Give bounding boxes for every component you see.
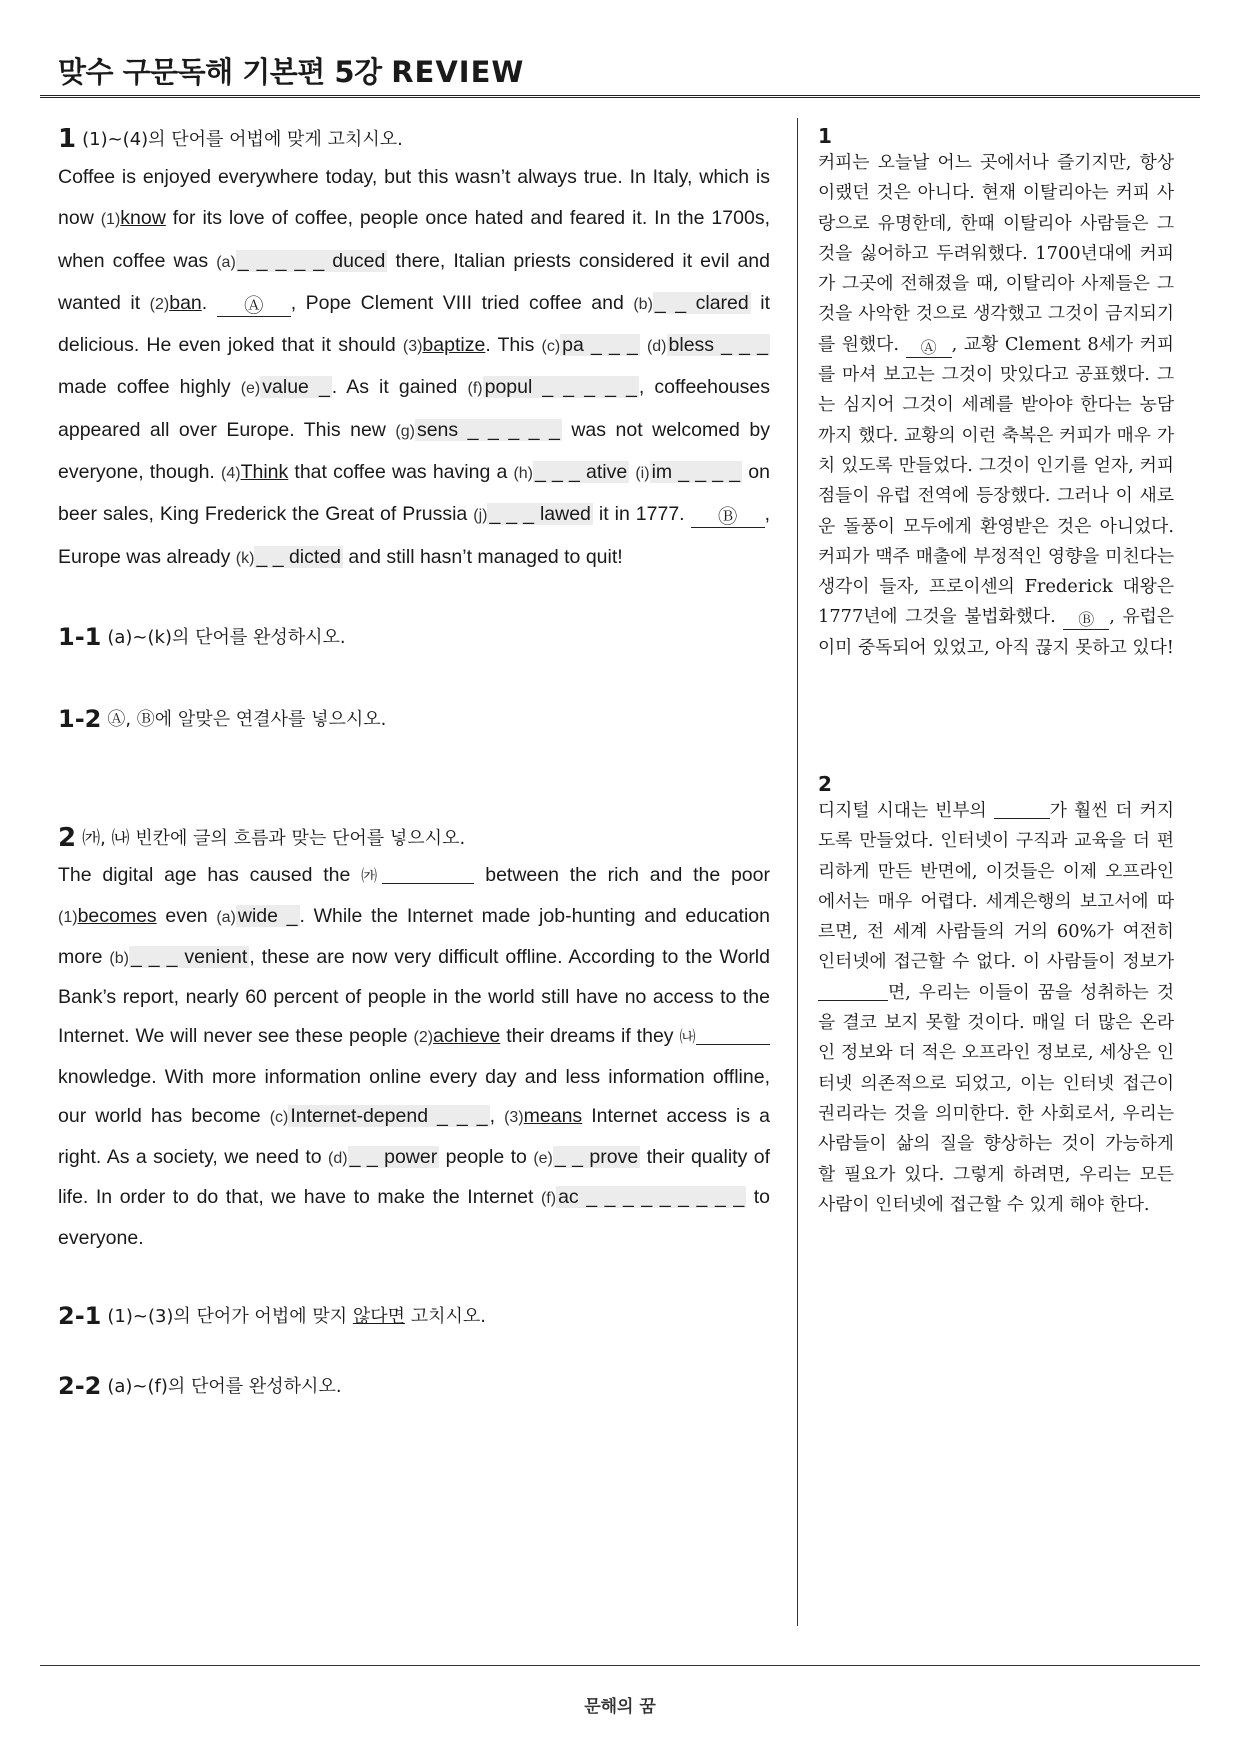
translation-2-number: 2: [818, 772, 832, 796]
target-word: becomes: [77, 904, 157, 927]
word-gap: _ _ prove: [554, 1145, 639, 1168]
q2-1-heading: [58, 1302, 770, 1330]
passage-text: it delicious. He even joked that it should: [58, 291, 770, 357]
word-gap: ac _ _ _ _ _ _ _ _ _: [558, 1186, 745, 1209]
q1-2-text: Ⓐ, Ⓑ에 알맞은 연결사를 넣으시오.: [107, 708, 387, 730]
word-gap: _ _ _ ative: [535, 461, 628, 484]
word-gap: _ _ dicted: [256, 545, 341, 568]
blank-na: [818, 982, 888, 1001]
q2-instruction: ㈎, ㈏ 빈칸에 글의 흐름과 맞는 단어를 넣으시오.: [82, 827, 466, 849]
item-marker: (3): [402, 338, 423, 356]
item-marker: (i): [635, 465, 650, 483]
passage-text: for its love of coffee, people once hated and feared it. In the 1700s, when coffee was: [58, 207, 770, 272]
q1-heading: [58, 122, 770, 157]
passage-text: The digital age has caused the: [58, 863, 362, 886]
item-marker: (j): [473, 507, 488, 525]
item-marker: (g): [395, 422, 415, 440]
word-gap: sens _ _ _ _ _: [416, 418, 560, 441]
item-marker: (f): [467, 380, 483, 398]
passage-text: to everyone.: [58, 1186, 770, 1250]
review-label: REVIEW: [391, 55, 525, 89]
item-marker: (f): [540, 1190, 557, 1208]
passage-text: [640, 334, 647, 356]
item-marker: (c): [541, 338, 561, 356]
item-marker: (h): [513, 465, 533, 483]
word-gap: _ _ power: [349, 1145, 438, 1168]
translation-text: 커피는 오늘날 어느 곳에서나 즐기지만, 항상 이랬던 것은 아니다. 현재 이탈리아는 커피 사랑으로 유명한데, 한때 이탈리아 사람들은 그것을 싫어하고 두려워했다. 1700년대에 커피가 그곳에 전해졌을 때, 이탈리아 사제들은 그것을 사악한 것으로 생각했고 그것이 금지되기를 원했다.: [818, 152, 1174, 355]
passage-text: on beer sales, King Frederick the Great of Prussia: [58, 461, 770, 526]
blank-na: [696, 1024, 770, 1045]
blank-b: Ⓑ: [1063, 611, 1109, 630]
q1-1-heading: [58, 623, 770, 651]
q2-2-number: 2-2: [58, 1371, 102, 1400]
target-word: baptize: [422, 334, 486, 357]
q2-1-text: (1)~(3)의 단어가 어법에 맞지: [107, 1305, 353, 1327]
passage-text: and still hasn’t managed to quit!: [343, 545, 623, 568]
footer-text: 문해의 꿈: [584, 1697, 656, 1717]
passage-text: their quality of life. In order to do that, we have to make the Internet: [58, 1145, 771, 1209]
passage-text: there, Italian priests considered it evil and wanted it: [58, 249, 770, 314]
column-divider: [797, 118, 798, 1626]
passage-text: , Pope Clement VIII tried coffee and: [290, 291, 634, 314]
q2-2-text: (a)~(f)의 단어를 완성하시오.: [107, 1375, 342, 1397]
q1-1-number: 1-1: [58, 622, 102, 651]
q2-1-number: 2-1: [58, 1301, 102, 1330]
item-marker: (2): [149, 295, 170, 313]
footer-divider: [40, 1665, 1200, 1666]
passage-text: Coffee is enjoyed everywhere today, but this wasn’t always true. In Italy, which is now: [58, 166, 770, 230]
blank-ga: [382, 863, 474, 884]
blank-a: Ⓐ: [906, 339, 952, 358]
translation-text: 디지털 시대는 빈부의: [818, 800, 994, 821]
passage-text: made coffee highly: [58, 376, 241, 399]
word-gap: bless _ _ _: [668, 334, 768, 357]
translation-text: , 교황 Clement 8세가 커피를 마셔 보고는 그것이 맛있다고 공표했다. 그는 심지어 그것이 세례를 받아야 한다는 농담까지 했다. 교황의 이런 축복은 커피가 매우 가치 있도록 만들었다. 그것이 인기를 얻자, 커피점들이 유럽 전역에 등장했다. 그러나 이 새로운 돌풍이 모두에게 환영받은 것은 아니었다. 커피가 맥주 매출에 부정적인 영향을 미친다는 생각이 들자, 프로이센의 Frederick 대왕은 1777년에 그것을 불법화했다.: [818, 333, 1174, 628]
page-title: [58, 50, 524, 91]
passage-text: Internet access is a right. As a society, we need to: [58, 1104, 770, 1168]
word-gap: _ _ clared: [654, 291, 749, 314]
item-marker: (1): [58, 908, 78, 926]
translation-2: [818, 772, 1174, 1220]
blank-a: Ⓐ: [217, 296, 291, 317]
translation-1-number: 1: [818, 124, 832, 148]
passage-text: people to: [439, 1145, 534, 1168]
word-gap: pa _ _ _: [562, 334, 638, 357]
q2-heading: [58, 821, 770, 856]
word-gap: value _: [262, 376, 330, 399]
item-marker: (2): [413, 1029, 434, 1047]
passage-text: . This: [485, 334, 542, 357]
passage-text: .: [201, 291, 217, 314]
questions-column: [58, 122, 770, 1400]
item-marker: (b): [109, 949, 129, 967]
translation-text: , 유럽은 이미 중독되어 있었고, 아직 끊지 못하고 있다!: [818, 606, 1174, 658]
target-word: Think: [240, 461, 289, 484]
item-marker: (d): [646, 338, 667, 356]
item-marker: (a): [216, 253, 236, 271]
passage-text: . While the Internet made job-hunting and education more: [58, 904, 770, 968]
word-gap: wide _: [237, 904, 298, 927]
target-word: achieve: [433, 1025, 501, 1048]
item-marker: (3): [504, 1108, 524, 1126]
translation-1: [818, 124, 1174, 663]
passage-text: , these are now very difficult offline. According to the World Bank’s report, nearly 60 percent of people in the world still have no access to the Internet. We will never see these people: [58, 945, 770, 1048]
blank-b: Ⓑ: [691, 507, 765, 528]
word-gap: popul _ _ _ _ _: [484, 376, 637, 399]
item-marker: (e): [533, 1149, 553, 1167]
title-text: 맞수 구문독해 기본편 5강: [58, 55, 382, 89]
target-word: know: [120, 207, 166, 230]
passage-text: even: [156, 904, 217, 927]
item-marker: (4): [221, 465, 241, 483]
passage-text: between the rich and the poor: [474, 863, 770, 886]
q2-2-heading: [58, 1372, 770, 1400]
item-marker: (e): [240, 380, 261, 398]
blank-ga: [994, 800, 1050, 819]
translation-2-text: [818, 796, 1174, 1220]
q1-passage: [58, 157, 770, 579]
q2-number: 2: [58, 822, 77, 853]
item-marker: ㈎: [361, 867, 383, 885]
q1-2-number: 1-2: [58, 704, 102, 733]
word-gap: _ _ _ venient: [130, 945, 248, 968]
q1-2-heading: [58, 705, 770, 733]
q2-passage: [58, 856, 770, 1258]
passage-text: their dreams if they: [500, 1025, 680, 1048]
translation-text: 가 훨씬 더 커지도록 만들었다. 인터넷이 구직과 교육을 더 편리하게 만든 반면에, 이것들은 이제 오프라인에서는 매우 어렵다. 세계은행의 보고서에 따르면, 전 세계 사람들의 거의 60%가 여전히 인터넷에 접근할 수 없다. 이 사람들이 정보가: [818, 800, 1174, 973]
passage-text: , coffeehouses appeared all over Europe. This new: [58, 376, 771, 441]
item-marker: (d): [328, 1149, 348, 1167]
target-word: means: [523, 1104, 583, 1127]
item-marker: (b): [633, 295, 653, 313]
item-marker: ㈏: [679, 1029, 696, 1047]
q1-number: 1: [58, 124, 77, 154]
passage-text: knowledge. With more information online every day and less information offline, our world has become: [58, 1065, 770, 1127]
item-marker: (k): [235, 549, 255, 567]
word-gap: _ _ _ lawed: [489, 503, 591, 526]
passage-text: ,: [489, 1104, 505, 1127]
translation-1-text: [818, 148, 1174, 663]
passage-text: it in 1777.: [592, 503, 691, 526]
item-marker: (c): [269, 1108, 289, 1126]
target-word: ban: [169, 291, 202, 314]
q2-1-text: 고치시오.: [405, 1305, 486, 1327]
translation-text: 면, 우리는 이들이 꿈을 성취하는 것을 결코 보지 못할 것이다. 매일 더 많은 온라인 정보와 더 적은 오프라인 정보로, 세상은 인터넷 의존적으로 되었고, 이는 인터넷 접근이 권리라는 것을 의미한다. 한 사회로서, 우리는 사람들이 삶의 질을 향상하는 것이 가능하게 할 필요가 있다. 그렇게 하려면, 우리는 모든 사람이 인터넷에 접근할 수 있게 해야 한다.: [818, 981, 1174, 1215]
item-marker: (a): [216, 908, 236, 926]
q1-1-text: (a)~(k)의 단어를 완성하시오.: [107, 626, 346, 648]
word-gap: _ _ _ _ _ duced: [237, 249, 386, 272]
passage-text: that coffee was having a: [288, 461, 514, 484]
q1-instruction: (1)~(4)의 단어를 어법에 맞게 고치시오.: [82, 129, 403, 150]
passage-text: , Europe was already: [58, 503, 770, 568]
item-marker: (1): [100, 211, 121, 229]
passage-text: . As it gained: [331, 376, 468, 399]
passage-text: was not welcomed by everyone, though.: [58, 418, 770, 484]
word-gap: im _ _ _ _: [651, 461, 741, 484]
page-header: [40, 40, 1200, 98]
word-gap: Internet-depend _ _ _: [290, 1104, 488, 1127]
q2-1-emphasis: 않다면: [352, 1305, 405, 1327]
